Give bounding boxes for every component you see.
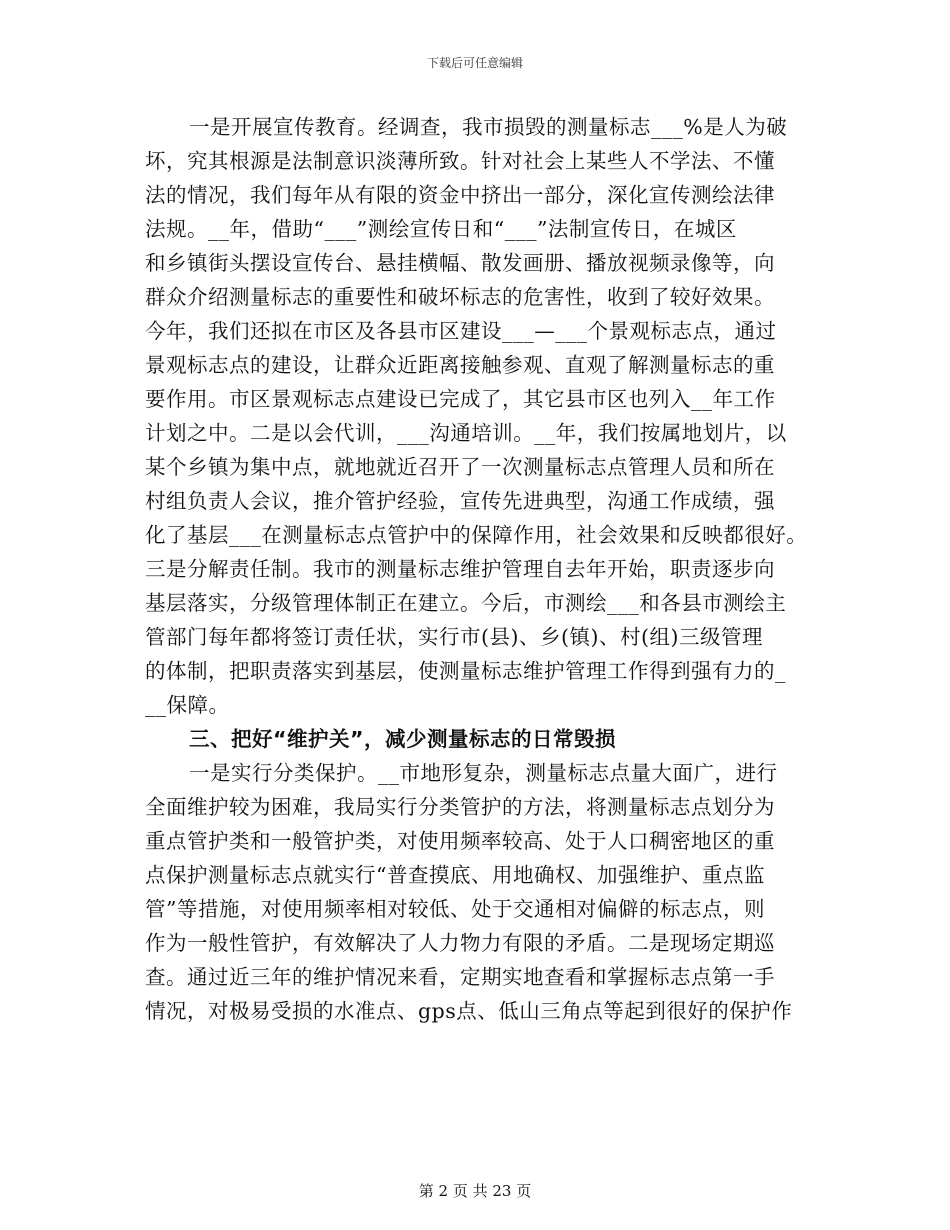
text-line: 群众介绍测量标志的重要性和破坏标志的危害性，收到了较好效果。 [145, 285, 775, 309]
section-heading: 三、把好“维护关”，减少测量标志的日常毁损 [189, 727, 616, 751]
text-line: 和乡镇街头摆设宣传台、悬挂横幅、散发画册、播放视频录像等，向 [145, 251, 775, 275]
text-line: 查。通过近三年的维护情况来看，定期实地查看和掌握标志点第一手 [145, 965, 775, 989]
text-line: 全面维护较为困难，我局实行分类管护的方法，将测量标志点划分为 [145, 795, 775, 819]
page-header: 下载后可任意编辑 [426, 56, 523, 70]
text-line: 某个乡镇为集中点，就地就近召开了一次测量标志点管理人员和所在 [145, 455, 775, 479]
text-line: 情况，对极易受损的水准点、gps点、低山三角点等起到很好的保护作 [145, 999, 793, 1023]
text-line: 管”等措施，对使用频率相对较低、处于交通相对偏僻的标志点，则 [145, 897, 765, 921]
text-line: 重点管护类和一般管护类，对使用频率较高、处于人口稠密地区的重 [145, 829, 775, 853]
text-line: 要作用。市区景观标志点建设已完成了，其它县市区也列入__年工作 [145, 387, 776, 411]
text-line: 坏，究其根源是法制意识淡薄所致。针对社会上某些人不学法、不懂 [145, 149, 775, 173]
text-line: 计划之中。二是以会代训，___沟通培训。__年，我们按属地划片，以 [145, 421, 787, 445]
text-line: 点保护测量标志点就实行“普查摸底、用地确权、加强维护、重点监 [145, 863, 765, 887]
text-line: 一是开展宣传教育。经调查，我市损毁的测量标志___%是人为破 [189, 115, 788, 139]
text-line: 三是分解责任制。我市的测量标志维护管理自去年开始，职责逐步向 [145, 557, 775, 581]
text-line: 的体制，把职责落实到基层，使测量标志维护管理工作得到强有力的_ [145, 659, 786, 683]
text-line: 化了基层___在测量标志点管护中的保障作用，社会效果和反映都很好。 [145, 523, 808, 547]
page-footer: 第 2 页 共 23 页 [418, 1182, 532, 1200]
text-line: __保障。 [145, 693, 230, 717]
text-line: 法的情况，我们每年从有限的资金中挤出一部分，深化宣传测绘法律 [145, 183, 775, 207]
text-line: 一是实行分类保护。__市地形复杂，测量标志点量大面广，进行 [189, 761, 778, 785]
text-line: 基层落实，分级管理体制正在建立。今后，市测绘___和各县市测绘主 [145, 591, 787, 615]
text-line: 法规。__年，借助“___”测绘宣传日和“___”法制宣传日，在城区 [145, 217, 737, 241]
document-body [145, 110, 835, 1028]
text-line: 作为一般性管护，有效解决了人力物力有限的矛盾。二是现场定期巡 [145, 931, 775, 955]
text-line: 村组负责人会议，推介管护经验，宣传先进典型，沟通工作成绩，强 [145, 489, 775, 513]
text-line: 景观标志点的建设，让群众近距离接触参观、直观了解测量标志的重 [145, 353, 775, 377]
text-line: 今年，我们还拟在市区及各县市区建设___—___个景观标志点，通过 [145, 319, 777, 343]
text-line: 管部门每年都将签订责任状，实行市(县)、乡(镇)、村(组)三级管理 [145, 625, 763, 649]
